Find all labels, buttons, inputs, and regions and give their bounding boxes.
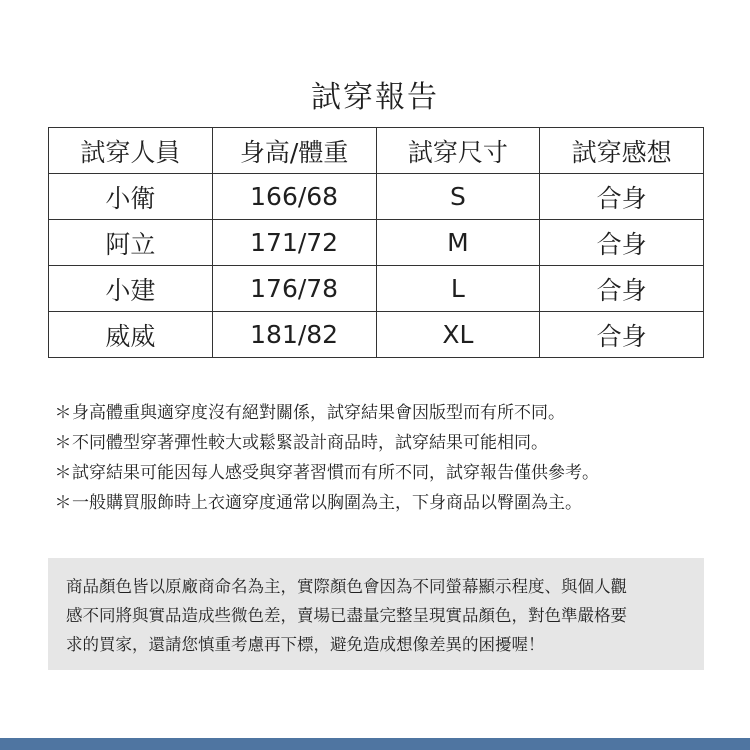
asterisk-icon: ＊ xyxy=(54,433,72,453)
asterisk-icon: ＊ xyxy=(54,403,72,423)
cell-feedback: 合身 xyxy=(540,220,704,266)
cell-feedback: 合身 xyxy=(540,174,704,220)
cell-size: XL xyxy=(376,312,540,358)
header-feedback: 試穿感想 xyxy=(540,128,704,174)
cell-height-weight: 166/68 xyxy=(212,174,376,220)
note-text: 身高體重與適穿度沒有絕對關係，試穿結果會因版型而有所不同。 xyxy=(72,403,565,423)
header-tester: 試穿人員 xyxy=(49,128,213,174)
cell-tester: 阿立 xyxy=(49,220,213,266)
table-row xyxy=(49,266,704,312)
disclaimer-line: 商品顏色皆以原廠商命名為主，實際顏色會因為不同螢幕顯示程度、與個人觀 xyxy=(66,577,627,596)
asterisk-icon: ＊ xyxy=(54,463,72,483)
note-text: 不同體型穿著彈性較大或鬆緊設計商品時，試穿結果可能相同。 xyxy=(72,433,548,453)
header-height-weight: 身高/體重 xyxy=(212,128,376,174)
cell-tester: 小衛 xyxy=(49,174,213,220)
table-row xyxy=(49,220,704,266)
cell-size: M xyxy=(376,220,540,266)
cell-height-weight: 181/82 xyxy=(212,312,376,358)
note-item xyxy=(54,398,734,428)
cell-feedback: 合身 xyxy=(540,312,704,358)
fitting-report-table xyxy=(48,127,704,358)
cell-size: S xyxy=(376,174,540,220)
notes-list xyxy=(54,398,734,518)
table-header-row xyxy=(49,128,704,174)
cell-size: L xyxy=(376,266,540,312)
bottom-accent-bar xyxy=(0,738,750,750)
note-item xyxy=(54,488,734,518)
header-size: 試穿尺寸 xyxy=(376,128,540,174)
cell-height-weight: 171/72 xyxy=(212,220,376,266)
note-item xyxy=(54,428,734,458)
note-text: 一般購買服飾時上衣適穿度通常以胸圍為主，下身商品以臀圍為主。 xyxy=(72,493,582,513)
disclaimer-line: 感不同將與實品造成些微色差，賣場已盡量完整呈現實品顏色，對色準嚴格要 xyxy=(66,606,627,625)
table-row xyxy=(49,174,704,220)
cell-feedback: 合身 xyxy=(540,266,704,312)
cell-tester: 威威 xyxy=(49,312,213,358)
color-disclaimer-box xyxy=(48,558,704,670)
cell-height-weight: 176/78 xyxy=(212,266,376,312)
cell-tester: 小建 xyxy=(49,266,213,312)
note-item xyxy=(54,458,734,488)
note-text: 試穿結果可能因每人感受與穿著習慣而有所不同，試穿報告僅供參考。 xyxy=(72,463,599,483)
disclaimer-line: 求的買家，還請您慎重考慮再下標，避免造成想像差異的困擾喔！ xyxy=(66,635,545,654)
page-title: 試穿報告 xyxy=(311,80,439,115)
asterisk-icon: ＊ xyxy=(54,493,72,513)
table-row xyxy=(49,312,704,358)
